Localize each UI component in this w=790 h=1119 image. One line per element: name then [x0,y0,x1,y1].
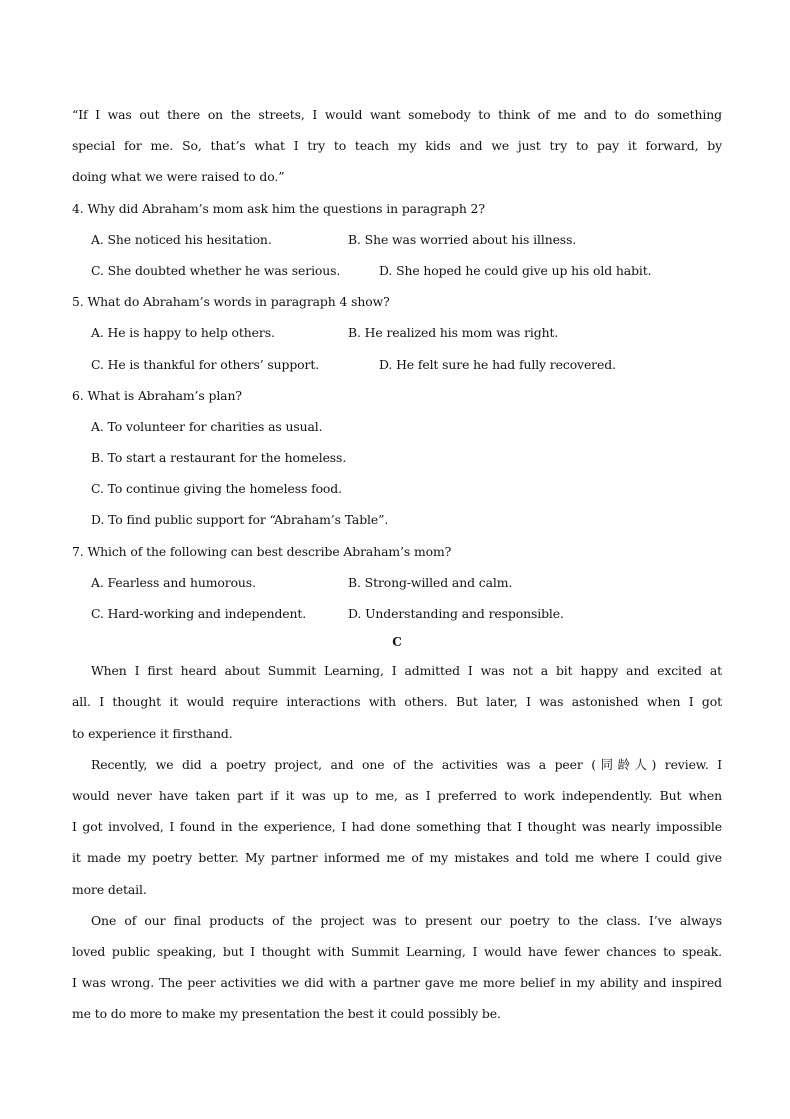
paragraph-line: me to do more to make my presentation the best it could possibly be. [72,1006,501,1022]
paragraph-line: all. I thought it would require interactions with others. But later, I was astonished when I got [72,694,722,710]
paragraph-line: loved public speaking, but I thought with Summit Learning, I would have fewer chances to speak. [72,943,722,959]
passage-line: “If I was out there on the streets, I would want somebody to think of me and to do something [72,107,722,122]
paragraph-line: to experience it firsthand. [72,725,233,741]
paragraph-line: I got involved, I found in the experience, I had done something that I thought was nearly impossible [72,819,722,835]
question-stem-6: 6. What is Abraham’s plan? [72,387,242,403]
option-c: C. He is thankful for others’ support. [91,356,320,372]
option-c: C. Hard-working and independent. [91,606,307,621]
option-d: D. She hoped he could give up his old habit. [379,262,652,278]
option-row [72,598,722,629]
paragraph-line: more detail. [72,881,147,897]
option-d: D. To find public support for “Abraham’s Table”. [91,512,389,528]
question-stem-7: 7. Which of the following can best describe Abraham’s mom? [72,543,452,559]
section-heading: C [392,635,402,650]
paragraph-line: it made my poetry better. My partner informed me of my mistakes and told me where I could give [72,850,722,866]
question-stem-5: 5. What do Abraham’s words in paragraph 4 show? [72,294,390,310]
option-c: C. To continue giving the homeless food. [91,481,342,497]
paragraph-line: would never have taken part if it was up to me, as I preferred to work independently. But when [72,787,722,803]
option-b: B. Strong-willed and calm. [348,574,513,590]
option-row [72,255,722,286]
passage-line: doing what we were raised to do.” [72,169,285,185]
option-row [72,224,722,255]
option-row [72,317,722,348]
option-a: A. Fearless and humorous. [91,574,256,590]
passage-line: special for me. So, that’s what I try to teach my kids and we just try to pay it forward, by [72,138,722,154]
option-d: D. Understanding and responsible. [348,606,564,621]
option-b: B. She was worried about his illness. [348,231,577,247]
paragraph-line: When I first heard about Summit Learning, I admitted I was not a bit happy and excited at [91,663,722,679]
option-a: A. To volunteer for charities as usual. [91,418,323,434]
option-d: D. He felt sure he had fully recovered. [379,356,616,372]
option-b: B. He realized his mom was right. [348,325,559,341]
option-b: B. To start a restaurant for the homeless. [91,450,347,466]
paragraph-line: I was wrong. The peer activities we did with a partner gave me more belief in my ability and inspired [72,975,722,991]
option-a: A. She noticed his hesitation. [91,231,272,247]
option-c: C. She doubted whether he was serious. [91,262,341,278]
option-row [72,349,722,380]
question-stem-4: 4. Why did Abraham’s mom ask him the questions in paragraph 2? [72,200,485,216]
option-a: A. He is happy to help others. [91,325,275,341]
paragraph-line: Recently, we did a poetry project, and one of the activities was a peer (同龄人) review. I [91,756,722,772]
document-page [72,99,722,1029]
paragraph-line: One of our final products of the project was to present our poetry to the class. I’ve always [91,912,722,928]
option-row [72,567,722,598]
